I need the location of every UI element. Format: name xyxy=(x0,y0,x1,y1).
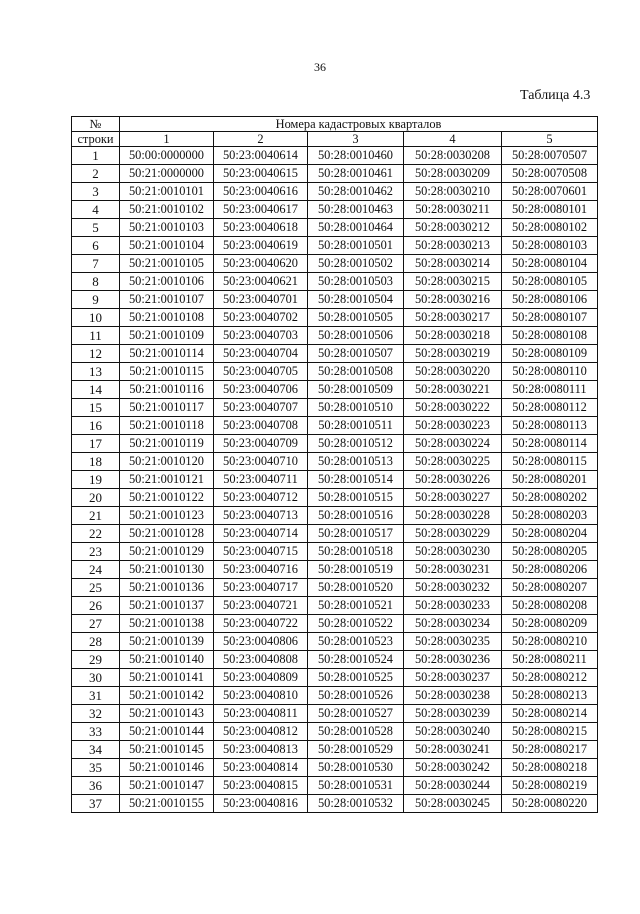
cadastral-number-cell: 50:28:0080208 xyxy=(502,597,598,615)
table-row xyxy=(72,363,598,381)
cadastral-number-cell: 50:21:0010141 xyxy=(120,669,214,687)
row-number-cell: 1 xyxy=(72,147,120,165)
cadastral-number-cell: 50:28:0080209 xyxy=(502,615,598,633)
cadastral-number-cell: 50:28:0010501 xyxy=(308,237,404,255)
cadastral-number-cell: 50:23:0040709 xyxy=(214,435,308,453)
cadastral-number-cell: 50:28:0010509 xyxy=(308,381,404,399)
cadastral-number-cell: 50:28:0030241 xyxy=(404,741,502,759)
cadastral-number-cell: 50:23:0040706 xyxy=(214,381,308,399)
table-row xyxy=(72,615,598,633)
cadastral-number-cell: 50:21:0010108 xyxy=(120,309,214,327)
cadastral-number-cell: 50:23:0040616 xyxy=(214,183,308,201)
cadastral-number-cell: 50:21:0010137 xyxy=(120,597,214,615)
row-number-cell: 31 xyxy=(72,687,120,705)
cadastral-number-cell: 50:28:0030222 xyxy=(404,399,502,417)
cadastral-number-cell: 50:28:0080219 xyxy=(502,777,598,795)
cadastral-number-cell: 50:23:0040708 xyxy=(214,417,308,435)
cadastral-number-cell: 50:28:0030236 xyxy=(404,651,502,669)
cadastral-number-cell: 50:28:0030240 xyxy=(404,723,502,741)
table-row xyxy=(72,633,598,651)
cadastral-number-cell: 50:21:0010128 xyxy=(120,525,214,543)
cadastral-number-cell: 50:23:0040711 xyxy=(214,471,308,489)
cadastral-number-cell: 50:28:0080108 xyxy=(502,327,598,345)
cadastral-number-cell: 50:21:0010123 xyxy=(120,507,214,525)
cadastral-number-cell: 50:21:0010106 xyxy=(120,273,214,291)
cadastral-number-cell: 50:28:0030229 xyxy=(404,525,502,543)
cadastral-number-cell: 50:23:0040813 xyxy=(214,741,308,759)
row-number-cell: 7 xyxy=(72,255,120,273)
row-number-cell: 5 xyxy=(72,219,120,237)
cadastral-number-cell: 50:28:0030211 xyxy=(404,201,502,219)
row-number-cell: 18 xyxy=(72,453,120,471)
cadastral-number-cell: 50:28:0030245 xyxy=(404,795,502,813)
cadastral-quarters-table xyxy=(71,116,598,813)
row-number-cell: 11 xyxy=(72,327,120,345)
cadastral-number-cell: 50:21:0000000 xyxy=(120,165,214,183)
cadastral-number-cell: 50:28:0030225 xyxy=(404,453,502,471)
table-row xyxy=(72,453,598,471)
cadastral-number-cell: 50:28:0010510 xyxy=(308,399,404,417)
cadastral-number-cell: 50:28:0080210 xyxy=(502,633,598,651)
cadastral-number-cell: 50:21:0010144 xyxy=(120,723,214,741)
cadastral-number-cell: 50:28:0080203 xyxy=(502,507,598,525)
row-number-cell: 20 xyxy=(72,489,120,507)
cadastral-number-cell: 50:23:0040707 xyxy=(214,399,308,417)
cadastral-number-cell: 50:28:0070601 xyxy=(502,183,598,201)
row-number-cell: 12 xyxy=(72,345,120,363)
cadastral-number-cell: 50:28:0070507 xyxy=(502,147,598,165)
cadastral-number-cell: 50:28:0010524 xyxy=(308,651,404,669)
page-number: 36 xyxy=(314,60,326,74)
cadastral-number-cell: 50:23:0040722 xyxy=(214,615,308,633)
table-row xyxy=(72,399,598,417)
cadastral-number-cell: 50:23:0040716 xyxy=(214,561,308,579)
table-row xyxy=(72,507,598,525)
row-number-cell: 4 xyxy=(72,201,120,219)
cadastral-number-cell: 50:28:0080204 xyxy=(502,525,598,543)
cadastral-number-cell: 50:28:0010515 xyxy=(308,489,404,507)
table-header xyxy=(72,117,598,147)
cadastral-number-cell: 50:23:0040810 xyxy=(214,687,308,705)
row-number-cell: 32 xyxy=(72,705,120,723)
cadastral-number-cell: 50:21:0010116 xyxy=(120,381,214,399)
cadastral-number-cell: 50:23:0040710 xyxy=(214,453,308,471)
cadastral-number-cell: 50:28:0010464 xyxy=(308,219,404,237)
cadastral-number-cell: 50:28:0080104 xyxy=(502,255,598,273)
cadastral-number-cell: 50:28:0080109 xyxy=(502,345,598,363)
cadastral-number-cell: 50:23:0040705 xyxy=(214,363,308,381)
table-row xyxy=(72,759,598,777)
cadastral-number-cell: 50:21:0010136 xyxy=(120,579,214,597)
cadastral-number-cell: 50:28:0030220 xyxy=(404,363,502,381)
cadastral-number-cell: 50:23:0040808 xyxy=(214,651,308,669)
cadastral-number-cell: 50:23:0040704 xyxy=(214,345,308,363)
cadastral-number-cell: 50:28:0080105 xyxy=(502,273,598,291)
cadastral-number-cell: 50:28:0080106 xyxy=(502,291,598,309)
header-group-title: Номера кадастровых кварталов xyxy=(120,117,598,132)
cadastral-number-cell: 50:21:0010121 xyxy=(120,471,214,489)
cadastral-number-cell: 50:28:0080212 xyxy=(502,669,598,687)
header-row-number-symbol: № xyxy=(72,117,120,132)
cadastral-number-cell: 50:28:0030214 xyxy=(404,255,502,273)
table-row xyxy=(72,165,598,183)
table-row xyxy=(72,741,598,759)
cadastral-number-cell: 50:28:0030217 xyxy=(404,309,502,327)
table-body xyxy=(72,147,598,813)
row-number-cell: 24 xyxy=(72,561,120,579)
cadastral-number-cell: 50:23:0040714 xyxy=(214,525,308,543)
cadastral-number-cell: 50:21:0010109 xyxy=(120,327,214,345)
row-number-cell: 23 xyxy=(72,543,120,561)
cadastral-number-cell: 50:28:0080115 xyxy=(502,453,598,471)
table-row xyxy=(72,291,598,309)
row-number-cell: 15 xyxy=(72,399,120,417)
cadastral-number-cell: 50:23:0040703 xyxy=(214,327,308,345)
cadastral-number-cell: 50:28:0010520 xyxy=(308,579,404,597)
cadastral-number-cell: 50:21:0010101 xyxy=(120,183,214,201)
cadastral-number-cell: 50:28:0010530 xyxy=(308,759,404,777)
cadastral-number-cell: 50:28:0030216 xyxy=(404,291,502,309)
table-row xyxy=(72,327,598,345)
row-number-cell: 22 xyxy=(72,525,120,543)
row-number-cell: 14 xyxy=(72,381,120,399)
cadastral-number-cell: 50:28:0010463 xyxy=(308,201,404,219)
cadastral-number-cell: 50:21:0010145 xyxy=(120,741,214,759)
cadastral-table-container xyxy=(71,116,597,813)
cadastral-number-cell: 50:28:0080107 xyxy=(502,309,598,327)
table-row xyxy=(72,651,598,669)
cadastral-number-cell: 50:28:0030221 xyxy=(404,381,502,399)
cadastral-number-cell: 50:23:0040619 xyxy=(214,237,308,255)
table-row xyxy=(72,309,598,327)
table-row xyxy=(72,147,598,165)
table-row xyxy=(72,417,598,435)
table-row xyxy=(72,669,598,687)
cadastral-number-cell: 50:21:0010130 xyxy=(120,561,214,579)
cadastral-number-cell: 50:23:0040812 xyxy=(214,723,308,741)
cadastral-number-cell: 50:28:0010525 xyxy=(308,669,404,687)
cadastral-number-cell: 50:21:0010143 xyxy=(120,705,214,723)
cadastral-number-cell: 50:23:0040617 xyxy=(214,201,308,219)
row-number-cell: 2 xyxy=(72,165,120,183)
cadastral-number-cell: 50:28:0030227 xyxy=(404,489,502,507)
cadastral-number-cell: 50:23:0040715 xyxy=(214,543,308,561)
cadastral-number-cell: 50:28:0010504 xyxy=(308,291,404,309)
row-number-cell: 26 xyxy=(72,597,120,615)
cadastral-number-cell: 50:21:0010142 xyxy=(120,687,214,705)
table-row xyxy=(72,381,598,399)
table-row xyxy=(72,201,598,219)
cadastral-number-cell: 50:28:0010529 xyxy=(308,741,404,759)
row-number-cell: 21 xyxy=(72,507,120,525)
cadastral-number-cell: 50:28:0030219 xyxy=(404,345,502,363)
cadastral-number-cell: 50:28:0030231 xyxy=(404,561,502,579)
cadastral-number-cell: 50:21:0010147 xyxy=(120,777,214,795)
cadastral-number-cell: 50:28:0030218 xyxy=(404,327,502,345)
cadastral-number-cell: 50:28:0010461 xyxy=(308,165,404,183)
cadastral-number-cell: 50:28:0030242 xyxy=(404,759,502,777)
cadastral-number-cell: 50:28:0010522 xyxy=(308,615,404,633)
cadastral-number-cell: 50:21:0010104 xyxy=(120,237,214,255)
cadastral-number-cell: 50:21:0010103 xyxy=(120,219,214,237)
table-row xyxy=(72,471,598,489)
column-number: 5 xyxy=(502,132,598,147)
cadastral-number-cell: 50:28:0030208 xyxy=(404,147,502,165)
cadastral-number-cell: 50:21:0010105 xyxy=(120,255,214,273)
table-row xyxy=(72,795,598,813)
table-row xyxy=(72,435,598,453)
cadastral-number-cell: 50:28:0080211 xyxy=(502,651,598,669)
cadastral-number-cell: 50:28:0010532 xyxy=(308,795,404,813)
row-number-cell: 13 xyxy=(72,363,120,381)
cadastral-number-cell: 50:28:0030235 xyxy=(404,633,502,651)
cadastral-number-cell: 50:28:0030224 xyxy=(404,435,502,453)
cadastral-number-cell: 50:28:0080217 xyxy=(502,741,598,759)
cadastral-number-cell: 50:23:0040614 xyxy=(214,147,308,165)
row-number-cell: 27 xyxy=(72,615,120,633)
cadastral-number-cell: 50:28:0080114 xyxy=(502,435,598,453)
cadastral-number-cell: 50:28:0010516 xyxy=(308,507,404,525)
cadastral-number-cell: 50:28:0010460 xyxy=(308,147,404,165)
row-number-cell: 8 xyxy=(72,273,120,291)
row-number-cell: 36 xyxy=(72,777,120,795)
cadastral-number-cell: 50:21:0010146 xyxy=(120,759,214,777)
cadastral-number-cell: 50:28:0080201 xyxy=(502,471,598,489)
header-row-columns xyxy=(72,132,598,147)
cadastral-number-cell: 50:28:0080214 xyxy=(502,705,598,723)
cadastral-number-cell: 50:28:0030244 xyxy=(404,777,502,795)
table-row xyxy=(72,273,598,291)
cadastral-number-cell: 50:23:0040809 xyxy=(214,669,308,687)
cadastral-number-cell: 50:21:0010118 xyxy=(120,417,214,435)
table-row xyxy=(72,543,598,561)
cadastral-number-cell: 50:23:0040806 xyxy=(214,633,308,651)
row-number-cell: 33 xyxy=(72,723,120,741)
table-row xyxy=(72,561,598,579)
cadastral-number-cell: 50:28:0010511 xyxy=(308,417,404,435)
cadastral-number-cell: 50:23:0040620 xyxy=(214,255,308,273)
cadastral-number-cell: 50:28:0080215 xyxy=(502,723,598,741)
cadastral-number-cell: 50:23:0040814 xyxy=(214,759,308,777)
cadastral-number-cell: 50:28:0030239 xyxy=(404,705,502,723)
row-number-cell: 35 xyxy=(72,759,120,777)
cadastral-number-cell: 50:28:0080102 xyxy=(502,219,598,237)
row-number-cell: 19 xyxy=(72,471,120,489)
cadastral-number-cell: 50:28:0030228 xyxy=(404,507,502,525)
row-number-cell: 37 xyxy=(72,795,120,813)
cadastral-number-cell: 50:28:0030234 xyxy=(404,615,502,633)
cadastral-number-cell: 50:28:0010462 xyxy=(308,183,404,201)
cadastral-number-cell: 50:23:0040712 xyxy=(214,489,308,507)
table-row xyxy=(72,345,598,363)
column-number: 3 xyxy=(308,132,404,147)
row-number-cell: 9 xyxy=(72,291,120,309)
cadastral-number-cell: 50:23:0040701 xyxy=(214,291,308,309)
table-row xyxy=(72,723,598,741)
table-row xyxy=(72,687,598,705)
table-caption: Таблица 4.3 xyxy=(520,88,591,103)
cadastral-number-cell: 50:28:0080111 xyxy=(502,381,598,399)
cadastral-number-cell: 50:28:0080103 xyxy=(502,237,598,255)
row-number-cell: 25 xyxy=(72,579,120,597)
cadastral-number-cell: 50:28:0030212 xyxy=(404,219,502,237)
cadastral-number-cell: 50:21:0010117 xyxy=(120,399,214,417)
cadastral-number-cell: 50:21:0010122 xyxy=(120,489,214,507)
cadastral-number-cell: 50:21:0010139 xyxy=(120,633,214,651)
table-row xyxy=(72,777,598,795)
cadastral-number-cell: 50:28:0080110 xyxy=(502,363,598,381)
cadastral-number-cell: 50:28:0080213 xyxy=(502,687,598,705)
row-number-cell: 10 xyxy=(72,309,120,327)
row-number-cell: 17 xyxy=(72,435,120,453)
cadastral-number-cell: 50:23:0040621 xyxy=(214,273,308,291)
column-number: 1 xyxy=(120,132,214,147)
cadastral-number-cell: 50:21:0010155 xyxy=(120,795,214,813)
table-row xyxy=(72,255,598,273)
cadastral-number-cell: 50:28:0030233 xyxy=(404,597,502,615)
cadastral-number-cell: 50:28:0080101 xyxy=(502,201,598,219)
cadastral-number-cell: 50:21:0010138 xyxy=(120,615,214,633)
cadastral-number-cell: 50:28:0030213 xyxy=(404,237,502,255)
row-number-cell: 29 xyxy=(72,651,120,669)
cadastral-number-cell: 50:28:0010519 xyxy=(308,561,404,579)
cadastral-number-cell: 50:28:0030232 xyxy=(404,579,502,597)
cadastral-number-cell: 50:28:0010518 xyxy=(308,543,404,561)
cadastral-number-cell: 50:28:0010517 xyxy=(308,525,404,543)
table-row xyxy=(72,183,598,201)
cadastral-number-cell: 50:21:0010107 xyxy=(120,291,214,309)
cadastral-number-cell: 50:28:0030238 xyxy=(404,687,502,705)
cadastral-number-cell: 50:21:0010115 xyxy=(120,363,214,381)
table-row xyxy=(72,705,598,723)
cadastral-number-cell: 50:23:0040702 xyxy=(214,309,308,327)
cadastral-number-cell: 50:28:0030226 xyxy=(404,471,502,489)
cadastral-number-cell: 50:28:0010503 xyxy=(308,273,404,291)
cadastral-number-cell: 50:28:0010513 xyxy=(308,453,404,471)
cadastral-number-cell: 50:28:0030223 xyxy=(404,417,502,435)
cadastral-number-cell: 50:28:0010512 xyxy=(308,435,404,453)
cadastral-number-cell: 50:21:0010120 xyxy=(120,453,214,471)
cadastral-number-cell: 50:28:0030210 xyxy=(404,183,502,201)
cadastral-number-cell: 50:23:0040815 xyxy=(214,777,308,795)
cadastral-number-cell: 50:23:0040721 xyxy=(214,597,308,615)
cadastral-number-cell: 50:28:0010506 xyxy=(308,327,404,345)
cadastral-number-cell: 50:28:0010527 xyxy=(308,705,404,723)
header-row-top xyxy=(72,117,598,132)
cadastral-number-cell: 50:28:0080220 xyxy=(502,795,598,813)
cadastral-number-cell: 50:00:0000000 xyxy=(120,147,214,165)
table-row xyxy=(72,489,598,507)
cadastral-number-cell: 50:28:0010514 xyxy=(308,471,404,489)
cadastral-number-cell: 50:28:0080206 xyxy=(502,561,598,579)
cadastral-number-cell: 50:28:0010502 xyxy=(308,255,404,273)
table-row xyxy=(72,525,598,543)
table-row xyxy=(72,579,598,597)
column-number: 2 xyxy=(214,132,308,147)
cadastral-number-cell: 50:21:0010129 xyxy=(120,543,214,561)
cadastral-number-cell: 50:21:0010119 xyxy=(120,435,214,453)
cadastral-number-cell: 50:21:0010140 xyxy=(120,651,214,669)
cadastral-number-cell: 50:28:0010505 xyxy=(308,309,404,327)
cadastral-number-cell: 50:28:0010528 xyxy=(308,723,404,741)
cadastral-number-cell: 50:28:0080202 xyxy=(502,489,598,507)
cadastral-number-cell: 50:28:0010507 xyxy=(308,345,404,363)
cadastral-number-cell: 50:28:0080113 xyxy=(502,417,598,435)
row-number-cell: 3 xyxy=(72,183,120,201)
cadastral-number-cell: 50:28:0010523 xyxy=(308,633,404,651)
cadastral-number-cell: 50:28:0010508 xyxy=(308,363,404,381)
cadastral-number-cell: 50:28:0030209 xyxy=(404,165,502,183)
cadastral-number-cell: 50:23:0040618 xyxy=(214,219,308,237)
cadastral-number-cell: 50:23:0040811 xyxy=(214,705,308,723)
cadastral-number-cell: 50:28:0010531 xyxy=(308,777,404,795)
row-number-cell: 28 xyxy=(72,633,120,651)
cadastral-number-cell: 50:28:0010521 xyxy=(308,597,404,615)
cadastral-number-cell: 50:28:0030237 xyxy=(404,669,502,687)
cadastral-number-cell: 50:28:0080205 xyxy=(502,543,598,561)
cadastral-number-cell: 50:21:0010114 xyxy=(120,345,214,363)
header-row-number-label: строки xyxy=(72,132,120,147)
cadastral-number-cell: 50:23:0040717 xyxy=(214,579,308,597)
table-row xyxy=(72,597,598,615)
cadastral-number-cell: 50:21:0010102 xyxy=(120,201,214,219)
row-number-cell: 6 xyxy=(72,237,120,255)
cadastral-number-cell: 50:28:0070508 xyxy=(502,165,598,183)
row-number-cell: 16 xyxy=(72,417,120,435)
cadastral-number-cell: 50:23:0040615 xyxy=(214,165,308,183)
cadastral-number-cell: 50:23:0040713 xyxy=(214,507,308,525)
table-row xyxy=(72,219,598,237)
cadastral-number-cell: 50:23:0040816 xyxy=(214,795,308,813)
table-row xyxy=(72,237,598,255)
cadastral-number-cell: 50:28:0010526 xyxy=(308,687,404,705)
cadastral-number-cell: 50:28:0080218 xyxy=(502,759,598,777)
cadastral-number-cell: 50:28:0030230 xyxy=(404,543,502,561)
cadastral-number-cell: 50:28:0080112 xyxy=(502,399,598,417)
row-number-cell: 34 xyxy=(72,741,120,759)
cadastral-number-cell: 50:28:0030215 xyxy=(404,273,502,291)
column-number: 4 xyxy=(404,132,502,147)
row-number-cell: 30 xyxy=(72,669,120,687)
cadastral-number-cell: 50:28:0080207 xyxy=(502,579,598,597)
